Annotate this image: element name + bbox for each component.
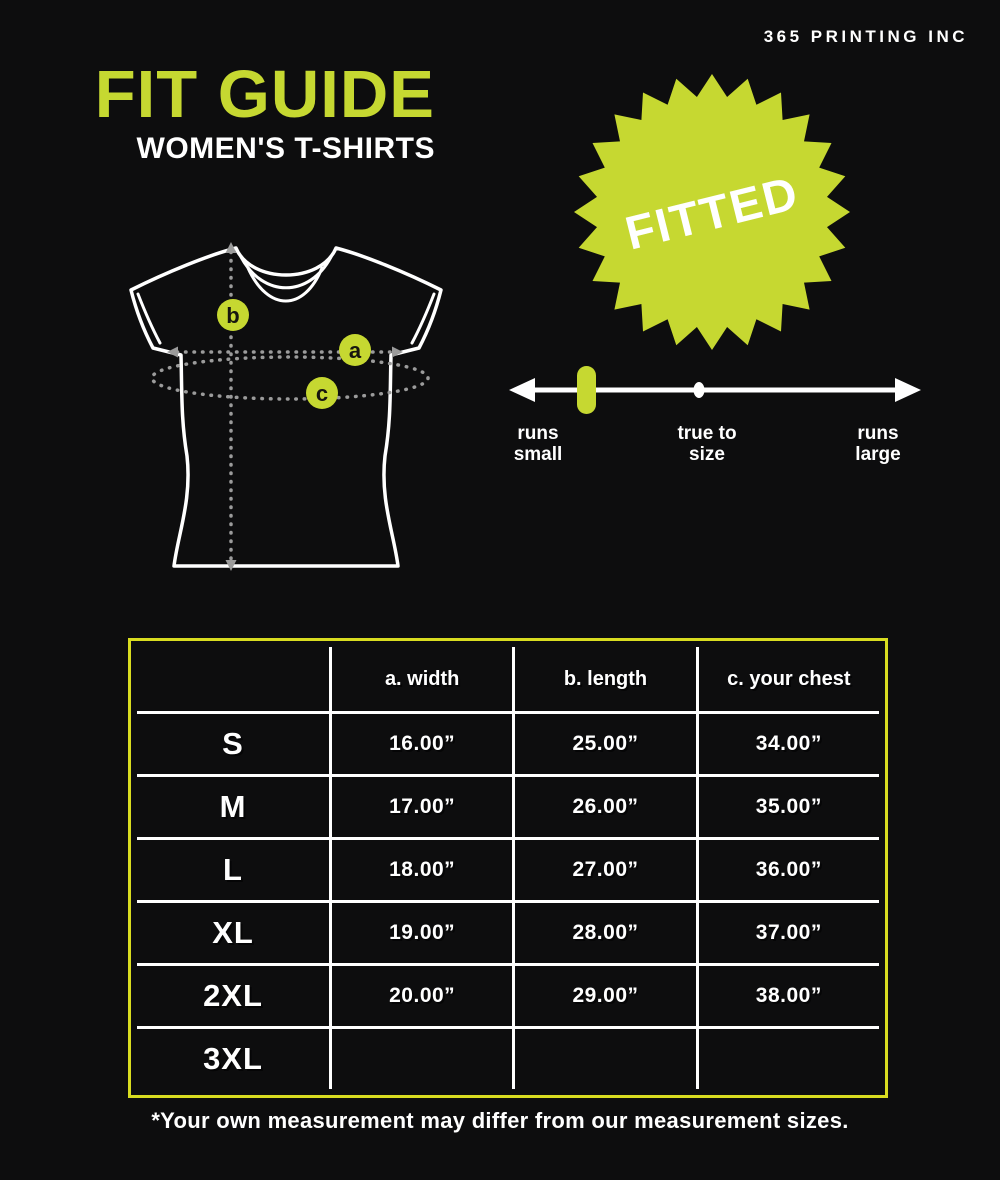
table-row-size: S bbox=[137, 714, 329, 774]
marker-c bbox=[306, 377, 338, 409]
table-cell-length: 26.00” bbox=[515, 777, 695, 837]
table-cell-chest: 35.00” bbox=[699, 777, 879, 837]
fitted-badge-label: FITTED bbox=[619, 164, 805, 260]
scale-label-true-to-size bbox=[677, 424, 736, 465]
scale-labels bbox=[505, 424, 925, 474]
table-cell-length bbox=[515, 1029, 695, 1089]
fit-scale bbox=[505, 358, 925, 478]
marker-a-letter: a bbox=[348, 338, 362, 363]
header-cell-width: a. width bbox=[332, 647, 512, 711]
table-cell-length: 28.00” bbox=[515, 903, 695, 963]
scale-label-runs-large bbox=[855, 424, 900, 465]
page-title: FIT GUIDE bbox=[94, 57, 435, 132]
page-subtitle: WOMEN'S T-SHIRTS bbox=[136, 132, 435, 166]
table-cell-length: 25.00” bbox=[515, 714, 695, 774]
table-cell-width: 19.00” bbox=[332, 903, 512, 963]
table-row-size: 3XL bbox=[137, 1029, 329, 1089]
table-cell-width: 16.00” bbox=[332, 714, 512, 774]
scale-label-line: size bbox=[689, 443, 725, 465]
table-cell-width: 18.00” bbox=[332, 840, 512, 900]
measure-ellipse-chest bbox=[152, 357, 428, 399]
marker-a bbox=[339, 334, 371, 366]
marker-b-letter: b bbox=[226, 303, 240, 328]
measure-arrow-left-icon bbox=[167, 347, 178, 358]
measure-arrow-right-icon bbox=[392, 347, 403, 358]
scale-arrowhead-left-icon bbox=[509, 378, 535, 402]
table-row-size: L bbox=[137, 840, 329, 900]
table-cell-chest: 37.00” bbox=[699, 903, 879, 963]
marker-b bbox=[217, 299, 249, 331]
table-cell-width: 20.00” bbox=[332, 966, 512, 1026]
table-cell-chest: 36.00” bbox=[699, 840, 879, 900]
table-cell-length: 29.00” bbox=[515, 966, 695, 1026]
scale-arrow-icon bbox=[505, 358, 925, 428]
table-row-size: 2XL bbox=[137, 966, 329, 1026]
tshirt-diagram bbox=[105, 228, 525, 580]
marker-c-letter: c bbox=[315, 381, 329, 406]
scale-label-line: true to bbox=[677, 423, 737, 444]
scale-arrowhead-right-icon bbox=[895, 378, 921, 402]
table-cell-width: 17.00” bbox=[332, 777, 512, 837]
table-cell-length: 27.00” bbox=[515, 840, 695, 900]
fitted-badge bbox=[572, 72, 852, 352]
title-block bbox=[60, 57, 435, 166]
table-cell-chest bbox=[699, 1029, 879, 1089]
table-cell-chest: 38.00” bbox=[699, 966, 879, 1026]
table-row-size: XL bbox=[137, 903, 329, 963]
size-table bbox=[128, 638, 888, 1098]
scale-indicator bbox=[577, 366, 596, 414]
table-cell-chest: 34.00” bbox=[699, 714, 879, 774]
tshirt-outline-icon bbox=[131, 248, 441, 566]
scale-label-runs-small bbox=[514, 424, 563, 465]
footnote: *Your own measurement may differ from our measurement sizes. bbox=[151, 1108, 849, 1133]
header-cell-length: b. length bbox=[515, 647, 695, 711]
scale-label-line: runs bbox=[857, 423, 899, 444]
brand-text: 365 PRINTING INC bbox=[763, 27, 968, 46]
scale-center-dot-icon bbox=[694, 382, 705, 398]
collar-lines-icon bbox=[241, 257, 331, 301]
header-cell-chest: c. your chest bbox=[699, 647, 879, 711]
table-cell-width bbox=[332, 1029, 512, 1089]
scale-label-line: large bbox=[855, 443, 901, 465]
size-table-grid bbox=[137, 647, 879, 1089]
header-cell-empty bbox=[137, 647, 329, 711]
table-row-size: M bbox=[137, 777, 329, 837]
scale-label-line: small bbox=[513, 443, 563, 465]
scale-label-line: runs bbox=[517, 423, 559, 444]
